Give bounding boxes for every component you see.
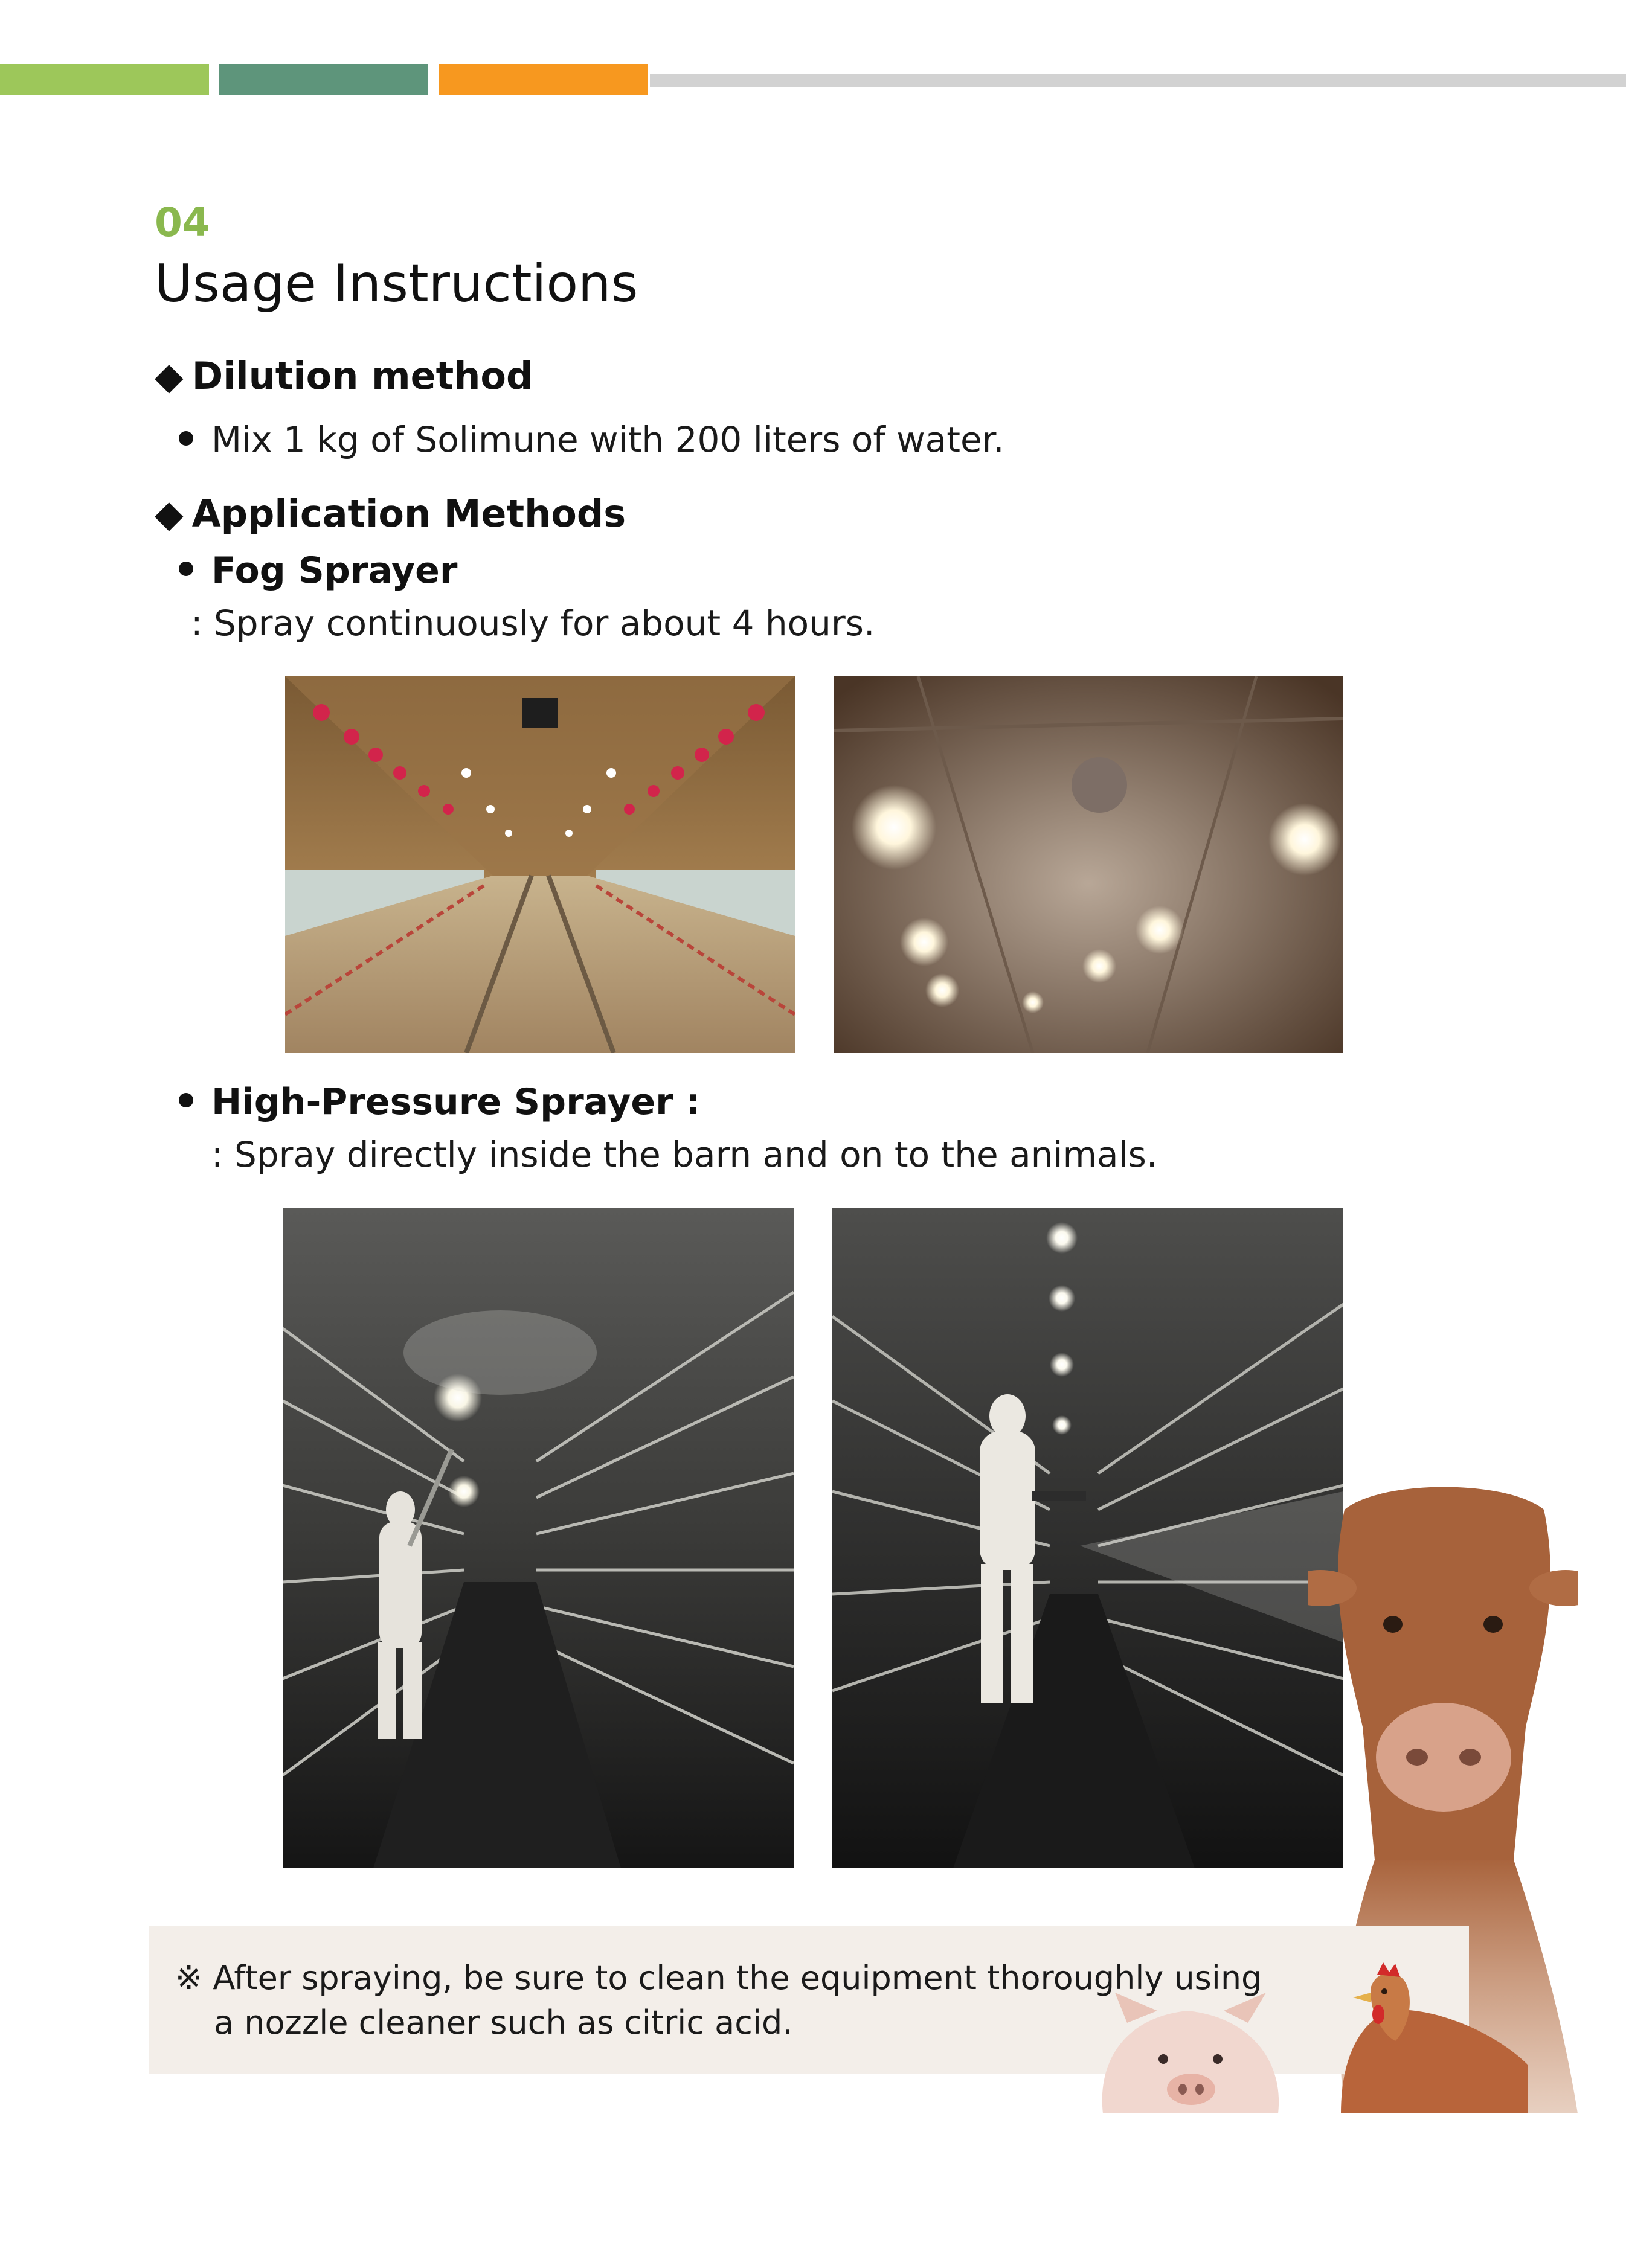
dilution-bullet-text: Mix 1 kg of Solimune with 200 liters of water. [211, 419, 1004, 460]
page-title: Usage Instructions [155, 254, 638, 314]
accent-bar-grey [650, 74, 1626, 87]
chicken-icon [1335, 1962, 1534, 2113]
high-pressure-sprayer-description: : Spray directly inside the barn and on to the animals. [211, 1134, 1158, 1175]
accent-bar-orange [439, 64, 648, 95]
bullet-dot-icon [179, 431, 193, 446]
accent-bar-green [0, 64, 209, 95]
high-pressure-photo-left [283, 1208, 794, 1868]
dilution-heading [155, 354, 533, 398]
barn-photo-icon [285, 676, 795, 1053]
dilution-heading-text: Dilution method [191, 354, 533, 398]
pig-image [1091, 1987, 1290, 2113]
cage-aisle-photo-icon [283, 1208, 794, 1868]
mist-photo-icon [834, 676, 1343, 1053]
fog-photo-mist-spray [834, 676, 1343, 1053]
section-number: 04 [155, 199, 210, 246]
accent-bar-teal [219, 64, 428, 95]
fog-sprayer-label [179, 549, 457, 592]
pig-icon [1091, 1987, 1290, 2113]
high-pressure-photo-right [832, 1208, 1343, 1868]
chicken-image [1335, 1962, 1534, 2113]
high-pressure-sprayer-label [179, 1081, 701, 1123]
high-pressure-sprayer-label-text: High-Pressure Sprayer : [211, 1081, 701, 1123]
bullet-dot-icon [179, 562, 193, 576]
bullet-dot-icon [179, 1093, 193, 1107]
application-heading [155, 492, 626, 536]
note-line-1: ※ After spraying, be sure to clean the equipment thoroughly using [175, 1959, 1262, 1997]
fog-sprayer-description: : Spray continuously for about 4 hours. [191, 603, 875, 644]
diamond-icon: ◆ [155, 354, 184, 398]
application-heading-text: Application Methods [191, 492, 626, 536]
fog-photo-barn-interior [285, 676, 795, 1053]
cage-aisle-spray-photo-icon [832, 1208, 1343, 1868]
dilution-bullet [179, 419, 1004, 460]
diamond-icon: ◆ [155, 492, 184, 536]
fog-sprayer-label-text: Fog Sprayer [211, 549, 458, 592]
note-line-2: a nozzle cleaner such as citric acid. [214, 2004, 793, 2042]
